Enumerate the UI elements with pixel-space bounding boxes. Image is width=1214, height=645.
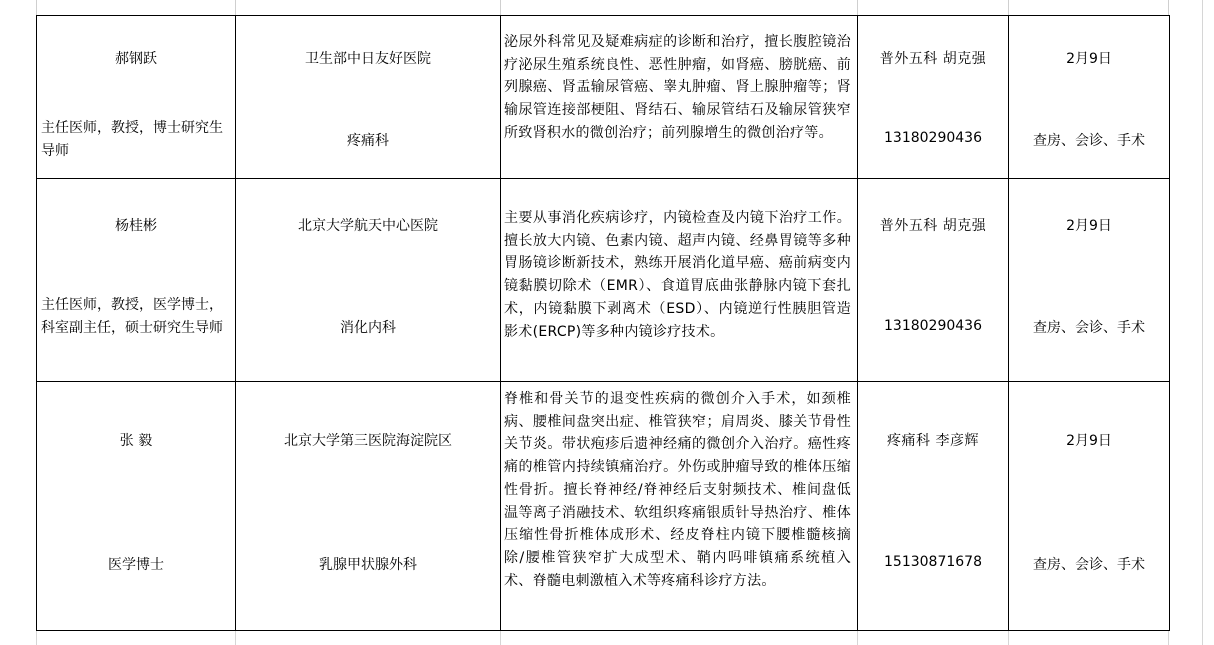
doctor-name: 杨桂彬 bbox=[115, 218, 157, 234]
visit-date: 2月9日 bbox=[1066, 218, 1112, 234]
visit-activities: 查房、会诊、手术 bbox=[1033, 320, 1145, 336]
expert-schedule-table bbox=[36, 15, 1170, 631]
gridline bbox=[235, 630, 236, 645]
doctor-cell[interactable] bbox=[37, 382, 236, 631]
gridline bbox=[1168, 630, 1169, 645]
specialty-cell[interactable] bbox=[501, 16, 858, 179]
gridline bbox=[36, 630, 37, 645]
contact-phone: 13180290436 bbox=[884, 318, 982, 334]
contact-phone: 13180290436 bbox=[884, 130, 982, 146]
specialty-text: 主要从事消化疾病诊疗，内镜检查及内镜下治疗工作。擅长放大内镜、色素内镜、超声内镜、经鼻胃镜等多种胃肠镜诊断新技术，熟练开展消化道早癌、癌前病变内镜黏膜切除术（EMR）、食道胃底曲张静脉内镜下套扎术，内镜黏膜下剥离术（ESD）、内镜逆行性胰胆管造影术(ERCP)等多种内镜诊疗技术。 bbox=[504, 210, 851, 340]
schedule-cell[interactable] bbox=[1009, 382, 1170, 631]
hospital-name: 卫生部中日友好医院 bbox=[305, 51, 431, 67]
table-row bbox=[37, 16, 1170, 179]
contact-person: 普外五科 胡克强 bbox=[879, 218, 987, 234]
visit-date: 2月9日 bbox=[1066, 51, 1112, 67]
doctor-title: 医学博士 bbox=[108, 557, 164, 573]
visit-activities: 查房、会诊、手术 bbox=[1033, 557, 1145, 573]
specialty-cell[interactable] bbox=[501, 179, 858, 382]
hospital-name: 北京大学第三医院海淀院区 bbox=[284, 433, 452, 449]
visit-date: 2月9日 bbox=[1066, 433, 1112, 449]
gridline bbox=[857, 0, 858, 16]
contact-cell[interactable] bbox=[858, 382, 1009, 631]
contact-cell[interactable] bbox=[858, 179, 1009, 382]
gridline bbox=[1202, 0, 1203, 645]
spreadsheet-top-gridlines bbox=[0, 0, 1214, 16]
gridline bbox=[857, 630, 858, 645]
contact-person: 普外五科 胡克强 bbox=[879, 51, 987, 67]
gridline bbox=[500, 630, 501, 645]
spreadsheet-right-edge bbox=[1195, 0, 1214, 645]
department-name: 消化内科 bbox=[340, 320, 396, 336]
schedule-cell[interactable] bbox=[1009, 179, 1170, 382]
doctor-title: 主任医师，教授，医学博士，科室副主任，硕士研究生导师 bbox=[41, 297, 223, 336]
gridline bbox=[1008, 0, 1009, 16]
hospital-cell[interactable] bbox=[236, 16, 501, 179]
contact-phone: 15130871678 bbox=[884, 554, 982, 570]
hospital-cell[interactable] bbox=[236, 179, 501, 382]
gridline bbox=[1168, 0, 1169, 16]
table-row bbox=[37, 179, 1170, 382]
doctor-cell[interactable] bbox=[37, 179, 236, 382]
doctor-title: 主任医师，教授，博士研究生导师 bbox=[41, 120, 223, 159]
specialty-text: 泌尿外科常见及疑难病症的诊断和治疗，擅长腹腔镜治疗泌尿生殖系统良性、恶性肿瘤，如肾癌、膀胱癌、前列腺癌、肾盂输尿管癌、睾丸肿瘤、肾上腺肿瘤等；肾输尿管连接部梗阻、肾结石、输尿管结石及输尿管狭窄所致肾积水的微创治疗；前列腺增生的微创治疗等。 bbox=[504, 34, 851, 141]
specialty-cell[interactable] bbox=[501, 382, 858, 631]
department-name: 疼痛科 bbox=[347, 133, 389, 149]
specialty-text: 脊椎和骨关节的退变性疾病的微创介入手术，如颈椎病、腰椎间盘突出症、椎管狭窄；肩周炎、膝关节骨性关节炎。带状疱疹后遗神经痛的微创介入治疗。癌性疼痛的椎管内持续镇痛治疗。外伤或肿瘤导致的椎体压缩性骨折。擅长脊神经/脊神经后支射频技术、椎间盘低温等离子消融技术、软组织疼痛银质针导热治疗、椎体压缩性骨折椎体成形术、经皮脊柱内镜下腰椎髓核摘除/腰椎管狭窄扩大成型术、鞘内吗啡镇痛系统植入术、脊髓电刺激植入术等疼痛科诊疗方法。 bbox=[504, 391, 851, 589]
doctor-name: 郝钢跃 bbox=[115, 51, 157, 67]
doctor-name: 张 毅 bbox=[119, 433, 153, 449]
schedule-cell[interactable] bbox=[1009, 16, 1170, 179]
department-name: 乳腺甲状腺外科 bbox=[319, 557, 417, 573]
hospital-name: 北京大学航天中心医院 bbox=[298, 218, 438, 234]
contact-cell[interactable] bbox=[858, 16, 1009, 179]
doctor-cell[interactable] bbox=[37, 16, 236, 179]
gridline bbox=[1008, 630, 1009, 645]
contact-person: 疼痛科 李彦辉 bbox=[887, 433, 979, 449]
table-row bbox=[37, 382, 1170, 631]
gridline bbox=[36, 0, 37, 16]
gridline bbox=[500, 0, 501, 16]
gridline bbox=[235, 0, 236, 16]
hospital-cell[interactable] bbox=[236, 382, 501, 631]
visit-activities: 查房、会诊、手术 bbox=[1033, 133, 1145, 149]
